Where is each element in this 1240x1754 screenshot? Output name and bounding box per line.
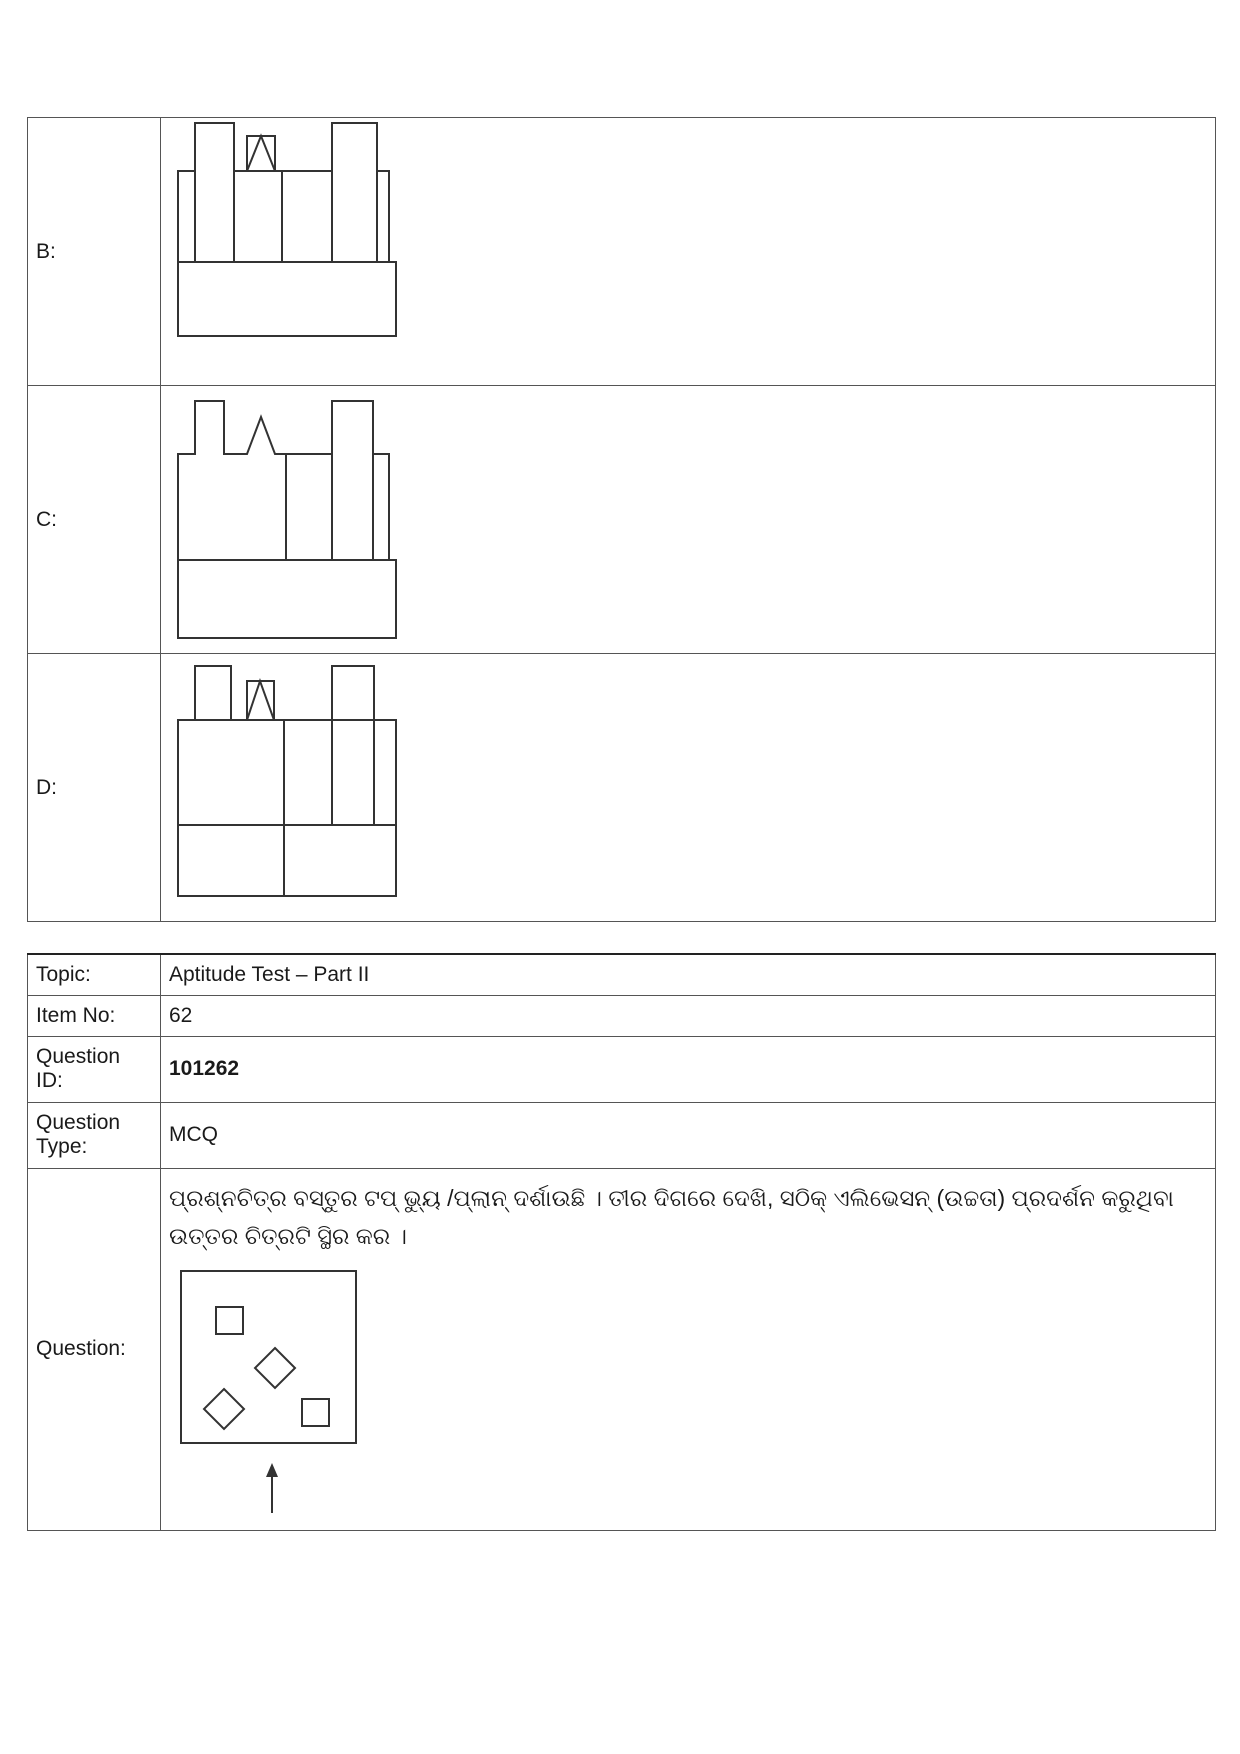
view-arrow-icon: [266, 1463, 278, 1513]
question-id-label: Question ID:: [28, 1036, 161, 1102]
question-body: [161, 1168, 1216, 1530]
option-b-figure: [161, 118, 401, 384]
question-label: Question:: [28, 1168, 161, 1530]
question-id-value: 101262: [161, 1036, 1216, 1102]
item-no-label: Item No:: [28, 995, 161, 1036]
option-figure-cell-c: [161, 386, 1216, 654]
option-label-b: B:: [28, 118, 161, 386]
options-table: [27, 117, 1216, 922]
question-id-row: [28, 1036, 1216, 1102]
question-type-label: Question Type:: [28, 1102, 161, 1168]
question-type-row: [28, 1102, 1216, 1168]
item-no-value: 62: [161, 995, 1216, 1036]
question-row: [28, 1168, 1216, 1530]
question-type-value: MCQ: [161, 1102, 1216, 1168]
option-row-c: [28, 386, 1216, 654]
option-figure-cell-d: [161, 654, 1216, 922]
question-plan-figure: [169, 1263, 369, 1518]
item-no-row: [28, 995, 1216, 1036]
option-d-figure: [161, 654, 401, 920]
question-meta-table: [27, 953, 1216, 1531]
option-label-c: C:: [28, 386, 161, 654]
option-c-figure: [161, 386, 401, 652]
topic-value: Aptitude Test – Part II: [161, 954, 1216, 995]
question-text: ପ୍ରଶ୍ନଚିତ୍ର ବସ୍ତୁର ଟପ୍ ଭ୍ୟୁ /ପ୍ଲାନ୍ ଦର୍ଶାଉଛି । ତୀର ଦିଗରେ ଦେଖି, ସଠିକ୍ ଏଲିଭେସନ୍ (ଉଚ୍ଚତା) ପ୍ରଦର୍ଶନ କରୁଥିବା ଉତ୍ତର ଚିତ୍ରଟି ସ୍ଥିର କର ।: [169, 1184, 1174, 1249]
topic-row: [28, 954, 1216, 995]
option-row-d: [28, 654, 1216, 922]
option-row-b: [28, 118, 1216, 386]
option-figure-cell-b: [161, 118, 1216, 386]
topic-label: Topic:: [28, 954, 161, 995]
option-label-d: D:: [28, 654, 161, 922]
